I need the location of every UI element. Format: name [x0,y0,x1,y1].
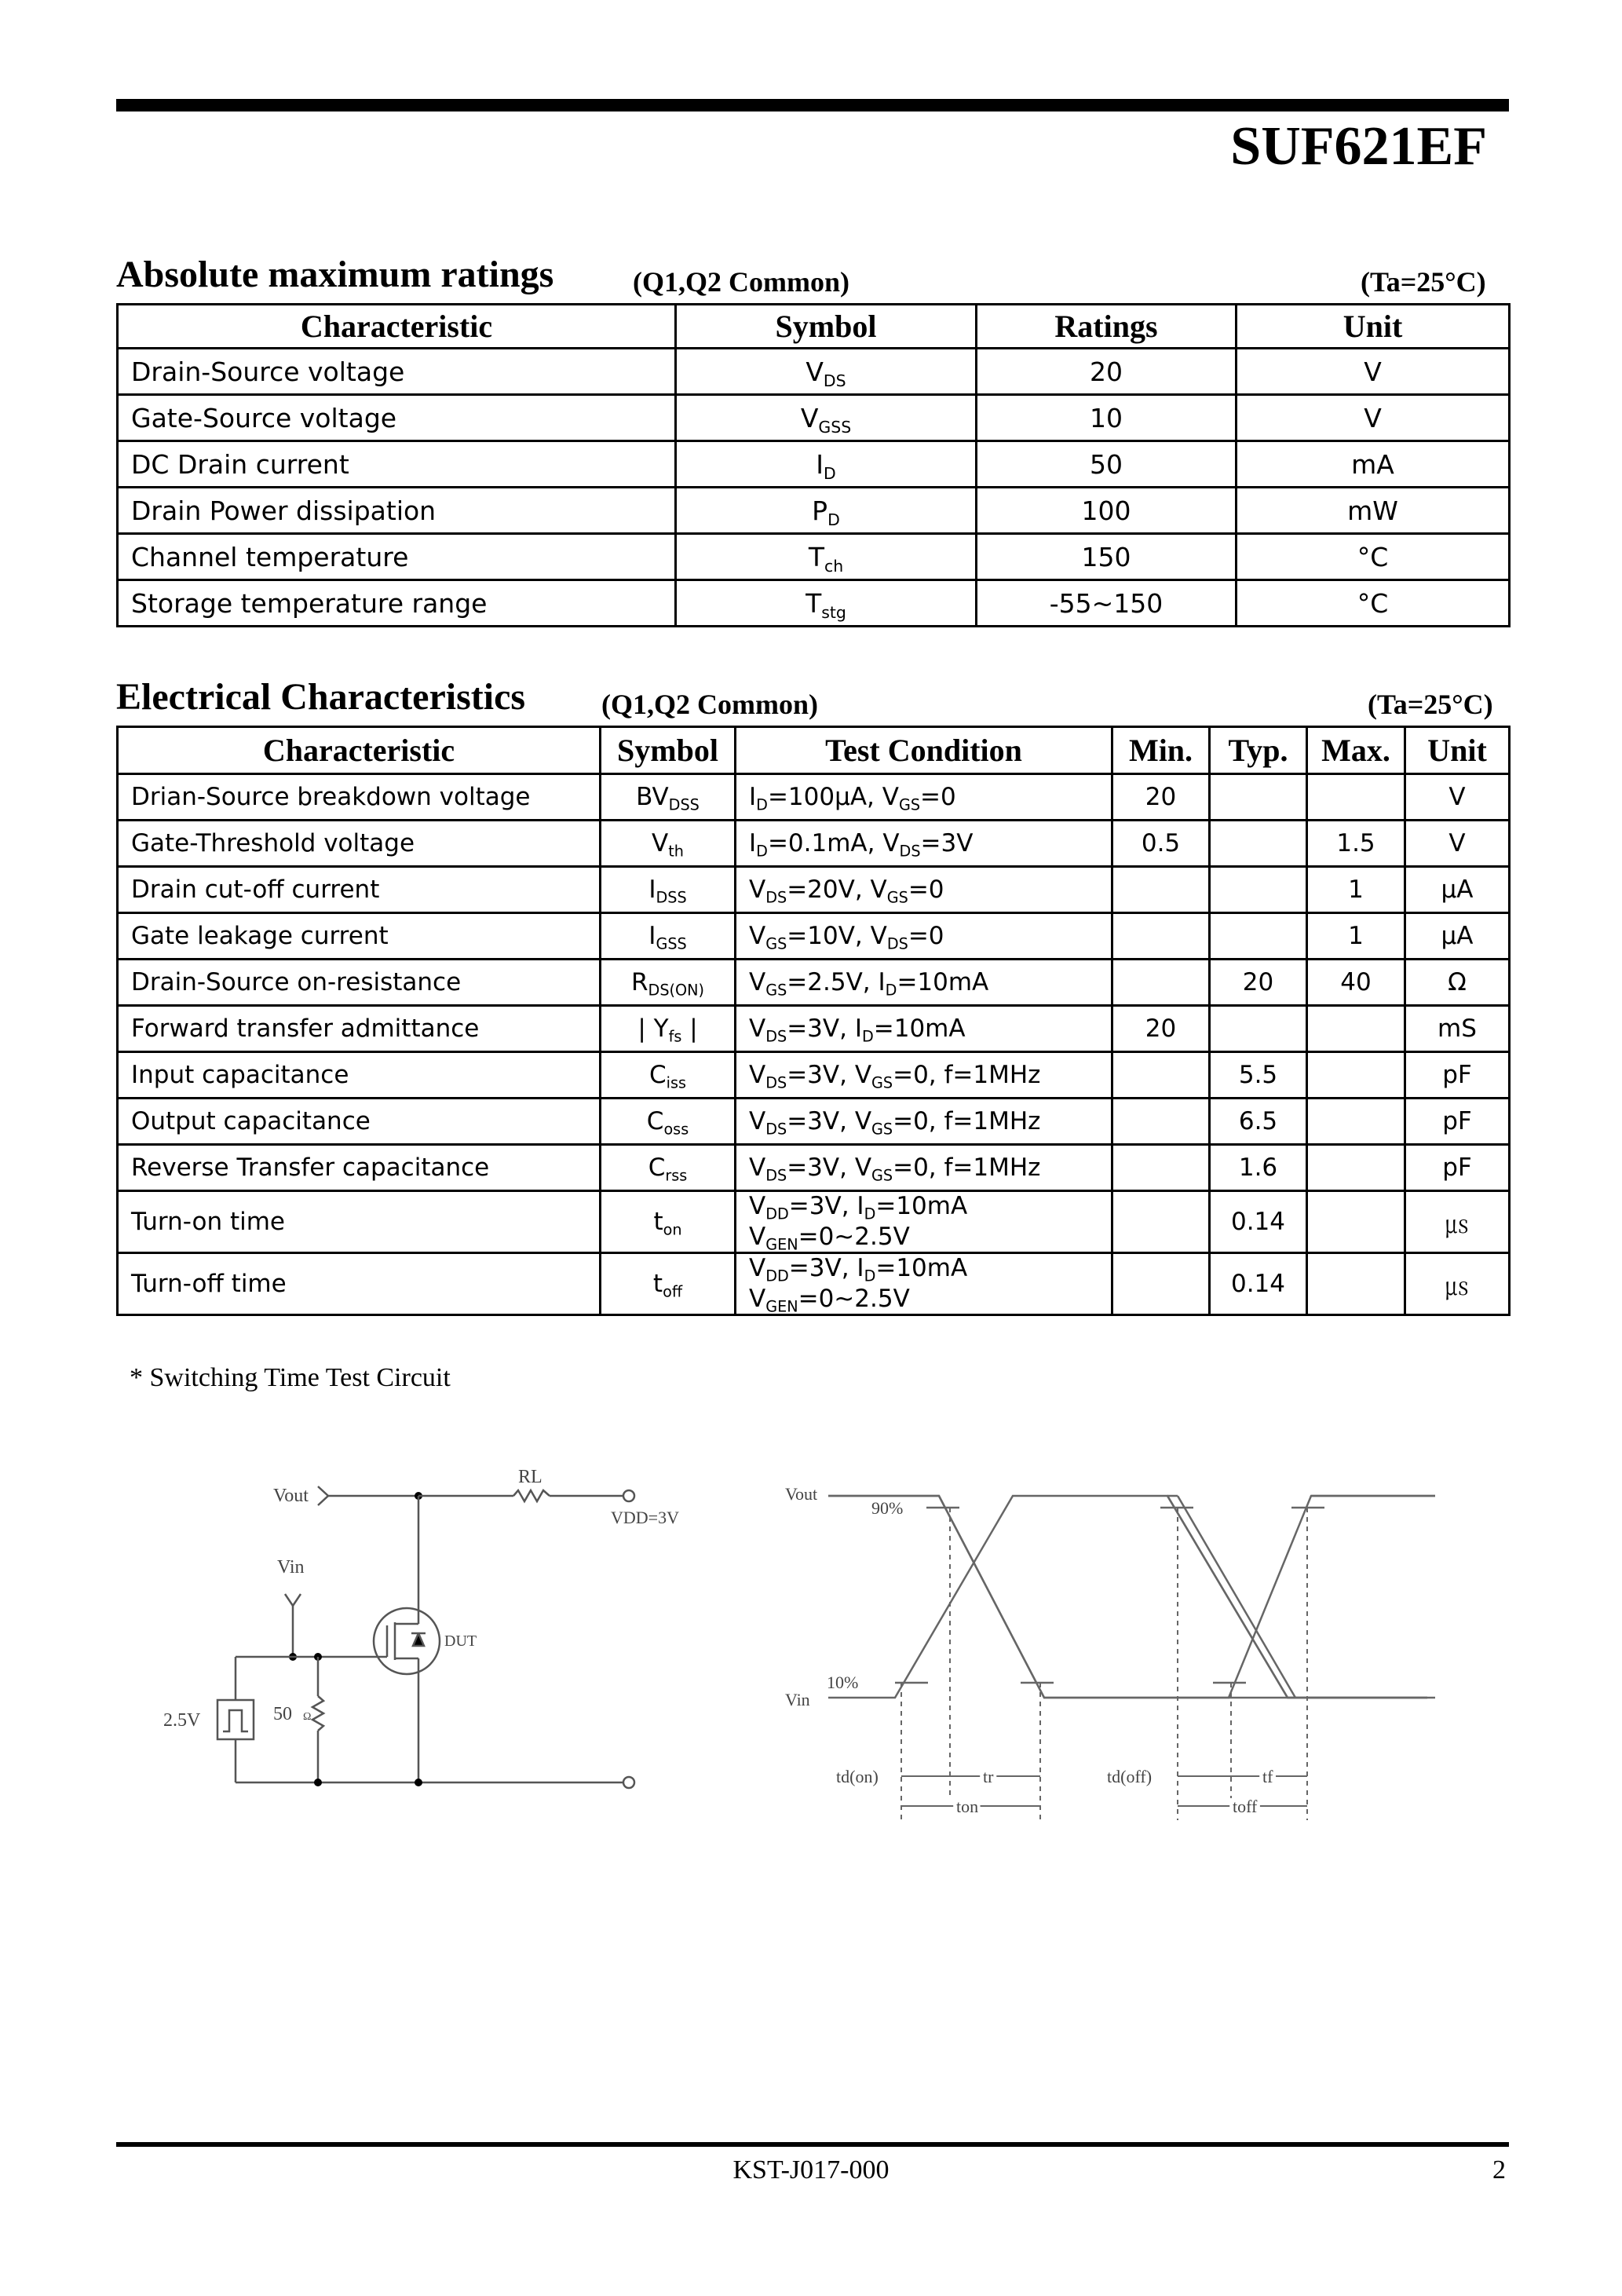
col-header-characteristic: Characteristic [118,727,601,774]
unit-cell: V [1405,774,1510,821]
switching-circuit-note: * Switching Time Test Circuit [130,1363,451,1392]
switching-waveforms [828,1496,1439,1698]
min-cell: 20 [1112,1006,1210,1052]
symbol-cell: $V_{GSS}$ [676,395,977,441]
test-circuit-schematic [217,1486,634,1788]
test-condition-cell [736,867,1112,913]
unit-cell: mA [1237,441,1510,488]
footer-doc-code: KST-J017-000 [732,2155,890,2184]
test-condition-cell [736,821,1112,867]
rating-cell: 100 [977,488,1237,534]
table-row [118,1191,1510,1253]
characteristic-cell: Drian-Source breakdown voltage [118,774,601,821]
characteristic-cell: Drain-Source voltage [118,349,676,395]
characteristic-cell: Gate-Threshold voltage [118,821,601,867]
max-cell: 40 [1307,960,1405,1006]
waveform-td-off-label: td(off) [1107,1767,1153,1786]
circuit-vout-label: Vout [273,1486,309,1506]
footer-page-number: 2 [1492,2155,1506,2184]
characteristic-cell: Drain Power dissipation [118,488,676,534]
test-condition-line: $V_{DS}=3V$, $V_{GS}=0$, f=1MHz [749,1060,1041,1092]
typ-cell [1210,867,1307,913]
test-condition-cell [736,1099,1112,1145]
waveform-tf-label: tf [1262,1767,1273,1786]
characteristic-cell: Channel temperature [118,534,676,580]
unit-cell: ㎲ [1405,1191,1510,1253]
max-cell [1307,1006,1405,1052]
col-header-typ: Typ. [1210,727,1307,774]
min-cell [1112,913,1210,960]
unit-cell: pF [1405,1145,1510,1191]
unit-cell: V [1237,349,1510,395]
table-row [118,1052,1510,1099]
typ-cell: 1.6 [1210,1145,1307,1191]
test-condition-cell [736,1006,1112,1052]
unit-cell: ㎲ [1405,1253,1510,1315]
table-row [118,867,1510,913]
symbol-cell: $I_D$ [676,441,977,488]
test-condition-line: $V_{DD}=3V$, $I_D=10mA$ [749,1254,968,1285]
waveform-toff-label: toff [1233,1797,1258,1816]
unit-cell: °C [1237,580,1510,627]
unit-cell: mS [1405,1006,1510,1052]
table-row [118,488,1510,534]
rating-cell: 50 [977,441,1237,488]
col-header-symbol: Symbol [676,305,977,349]
symbol-cell: $C_{oss}$ [601,1099,736,1145]
test-condition-line: $V_{GEN}=0\sim 2.5V$ [749,1285,910,1316]
header-rule [116,99,1509,112]
abs-max-header-row [118,305,1510,349]
col-header-unit: Unit [1237,305,1510,349]
symbol-cell: | $Y_{fs}$ | [601,1006,736,1052]
characteristic-cell: Forward transfer admittance [118,1006,601,1052]
test-condition-cell [736,1145,1112,1191]
characteristic-cell: Gate leakage current [118,913,601,960]
characteristic-cell: Reverse Transfer capacitance [118,1145,601,1191]
test-condition-line: $V_{DS}=3V$, $V_{GS}=0$, f=1MHz [749,1106,1041,1139]
table-row [118,534,1510,580]
characteristic-cell: Storage temperature range [118,580,676,627]
waveform-td-on-label: td(on) [836,1767,879,1786]
abs-max-table [116,303,1511,627]
max-cell [1307,774,1405,821]
max-cell [1307,1052,1405,1099]
min-cell [1112,1099,1210,1145]
test-condition-line: $V_{GS}=2.5V$, $I_D=10mA$ [749,967,989,1000]
circuit-vin-label: Vin [277,1557,305,1578]
unit-cell: mW [1237,488,1510,534]
test-condition-cell [736,1191,1112,1253]
unit-cell: Ω [1405,960,1510,1006]
test-condition-line: $V_{DS}=3V$, $V_{GS}=0$, f=1MHz [749,1153,1041,1185]
rating-cell: 150 [977,534,1237,580]
rating-cell: 20 [977,349,1237,395]
min-cell [1112,1145,1210,1191]
test-condition-line: $V_{DS}=20V$, $V_{GS}=0$ [749,875,944,907]
typ-cell [1210,913,1307,960]
waveform-vout-label: Vout [785,1484,818,1504]
table-row [118,1253,1510,1315]
max-cell [1307,1191,1405,1253]
characteristic-cell: Drain-Source on-resistance [118,960,601,1006]
typ-cell: 6.5 [1210,1099,1307,1145]
rating-cell: -55~150 [977,580,1237,627]
test-condition-cell [736,1052,1112,1099]
characteristic-cell: Turn-on time [118,1191,601,1253]
test-condition-cell [736,960,1112,1006]
unit-cell: pF [1405,1099,1510,1145]
circuit-vdd-label: VDD=3V [611,1508,679,1527]
circuit-r50-label: 50 [273,1704,292,1724]
col-header-symbol: Symbol [601,727,736,774]
test-condition-cell [736,774,1112,821]
symbol-cell: $t_{on}$ [601,1191,736,1253]
symbol-cell: $R_{DS(ON)}$ [601,960,736,1006]
table-row [118,1145,1510,1191]
typ-cell [1210,1006,1307,1052]
table-row [118,821,1510,867]
unit-cell: V [1237,395,1510,441]
waveform-10pct-label: 10% [827,1673,859,1692]
unit-cell: pF [1405,1052,1510,1099]
unit-cell: °C [1237,534,1510,580]
max-cell [1307,1145,1405,1191]
waveform-90pct-label: 90% [871,1498,904,1518]
min-cell [1112,960,1210,1006]
symbol-cell: $C_{rss}$ [601,1145,736,1191]
table-row [118,913,1510,960]
characteristic-cell: Drain cut-off current [118,867,601,913]
table-row [118,774,1510,821]
circuit-ohm-label: Ω [303,1711,312,1723]
table-row [118,395,1510,441]
table-row [118,960,1510,1006]
symbol-cell: $V_{th}$ [601,821,736,867]
test-condition-line: $V_{GS}=10V$, $V_{DS}=0$ [749,921,944,953]
footer-rule [116,2142,1509,2147]
col-header-max: Max. [1307,727,1405,774]
table-row [118,441,1510,488]
elec-title: Electrical Characteristics [116,676,526,718]
part-number-title: SUF621EF [1230,116,1487,177]
symbol-cell: $I_{GSS}$ [601,913,736,960]
test-condition-line: $I_D=100\mu A$, $V_{GS}=0$ [749,782,956,814]
typ-cell: 5.5 [1210,1052,1307,1099]
characteristic-cell: DC Drain current [118,441,676,488]
test-condition-cell [736,1253,1112,1315]
waveform-ton-label: ton [956,1797,979,1816]
symbol-cell: $V_{DS}$ [676,349,977,395]
col-header-test-condition: Test Condition [736,727,1112,774]
rating-cell: 10 [977,395,1237,441]
abs-max-subtitle: (Q1,Q2 Common) [633,266,849,298]
max-cell [1307,1099,1405,1145]
max-cell: 1.5 [1307,821,1405,867]
typ-cell: 0.14 [1210,1191,1307,1253]
symbol-cell: $I_{DSS}$ [601,867,736,913]
circuit-source-label: 2.5V [163,1710,201,1731]
test-condition-line: $I_D=0.1mA$, $V_{DS}=3V$ [749,828,974,861]
typ-cell [1210,821,1307,867]
min-cell [1112,1191,1210,1253]
test-condition-line: $V_{DS}=3V$, $I_D=10mA$ [749,1014,966,1046]
elec-condition: (Ta=25°C) [1368,689,1493,720]
min-cell [1112,1052,1210,1099]
min-cell [1112,1253,1210,1315]
symbol-cell: $t_{off}$ [601,1253,736,1315]
unit-cell: V [1405,821,1510,867]
test-condition-line: $V_{GEN}=0\sim 2.5V$ [749,1223,910,1254]
characteristic-cell: Input capacitance [118,1052,601,1099]
symbol-cell: $C_{iss}$ [601,1052,736,1099]
unit-cell: μA [1405,913,1510,960]
characteristic-cell: Turn-off time [118,1253,601,1315]
symbol-cell: $P_D$ [676,488,977,534]
characteristic-cell: Output capacitance [118,1099,601,1145]
symbol-cell: $T_{stg}$ [676,580,977,627]
typ-cell: 0.14 [1210,1253,1307,1315]
circuit-dut-label: DUT [444,1632,477,1650]
min-cell: 0.5 [1112,821,1210,867]
typ-cell [1210,774,1307,821]
symbol-cell: $BV_{DSS}$ [601,774,736,821]
table-row [118,1006,1510,1052]
elec-subtitle: (Q1,Q2 Common) [601,689,818,720]
waveform-tr-label: tr [983,1767,994,1786]
waveform-vin-label: Vin [785,1690,810,1709]
symbol-cell: $T_{ch}$ [676,534,977,580]
unit-cell: μA [1405,867,1510,913]
circuit-rl-label: RL [518,1467,542,1487]
elec-header-row [118,727,1510,774]
abs-max-condition: (Ta=25°C) [1361,266,1486,298]
characteristic-cell: Gate-Source voltage [118,395,676,441]
max-cell: 1 [1307,867,1405,913]
table-row [118,349,1510,395]
max-cell [1307,1253,1405,1315]
test-condition-line: $V_{DD}=3V$, $I_D=10mA$ [749,1192,968,1223]
elec-table [116,726,1511,1316]
min-cell [1112,867,1210,913]
col-header-characteristic: Characteristic [118,305,676,349]
table-row [118,580,1510,627]
typ-cell: 20 [1210,960,1307,1006]
col-header-min: Min. [1112,727,1210,774]
test-condition-cell [736,913,1112,960]
col-header-ratings: Ratings [977,305,1237,349]
max-cell: 1 [1307,913,1405,960]
table-row [118,1099,1510,1145]
min-cell: 20 [1112,774,1210,821]
col-header-unit: Unit [1405,727,1510,774]
abs-max-title: Absolute maximum ratings [116,254,554,295]
